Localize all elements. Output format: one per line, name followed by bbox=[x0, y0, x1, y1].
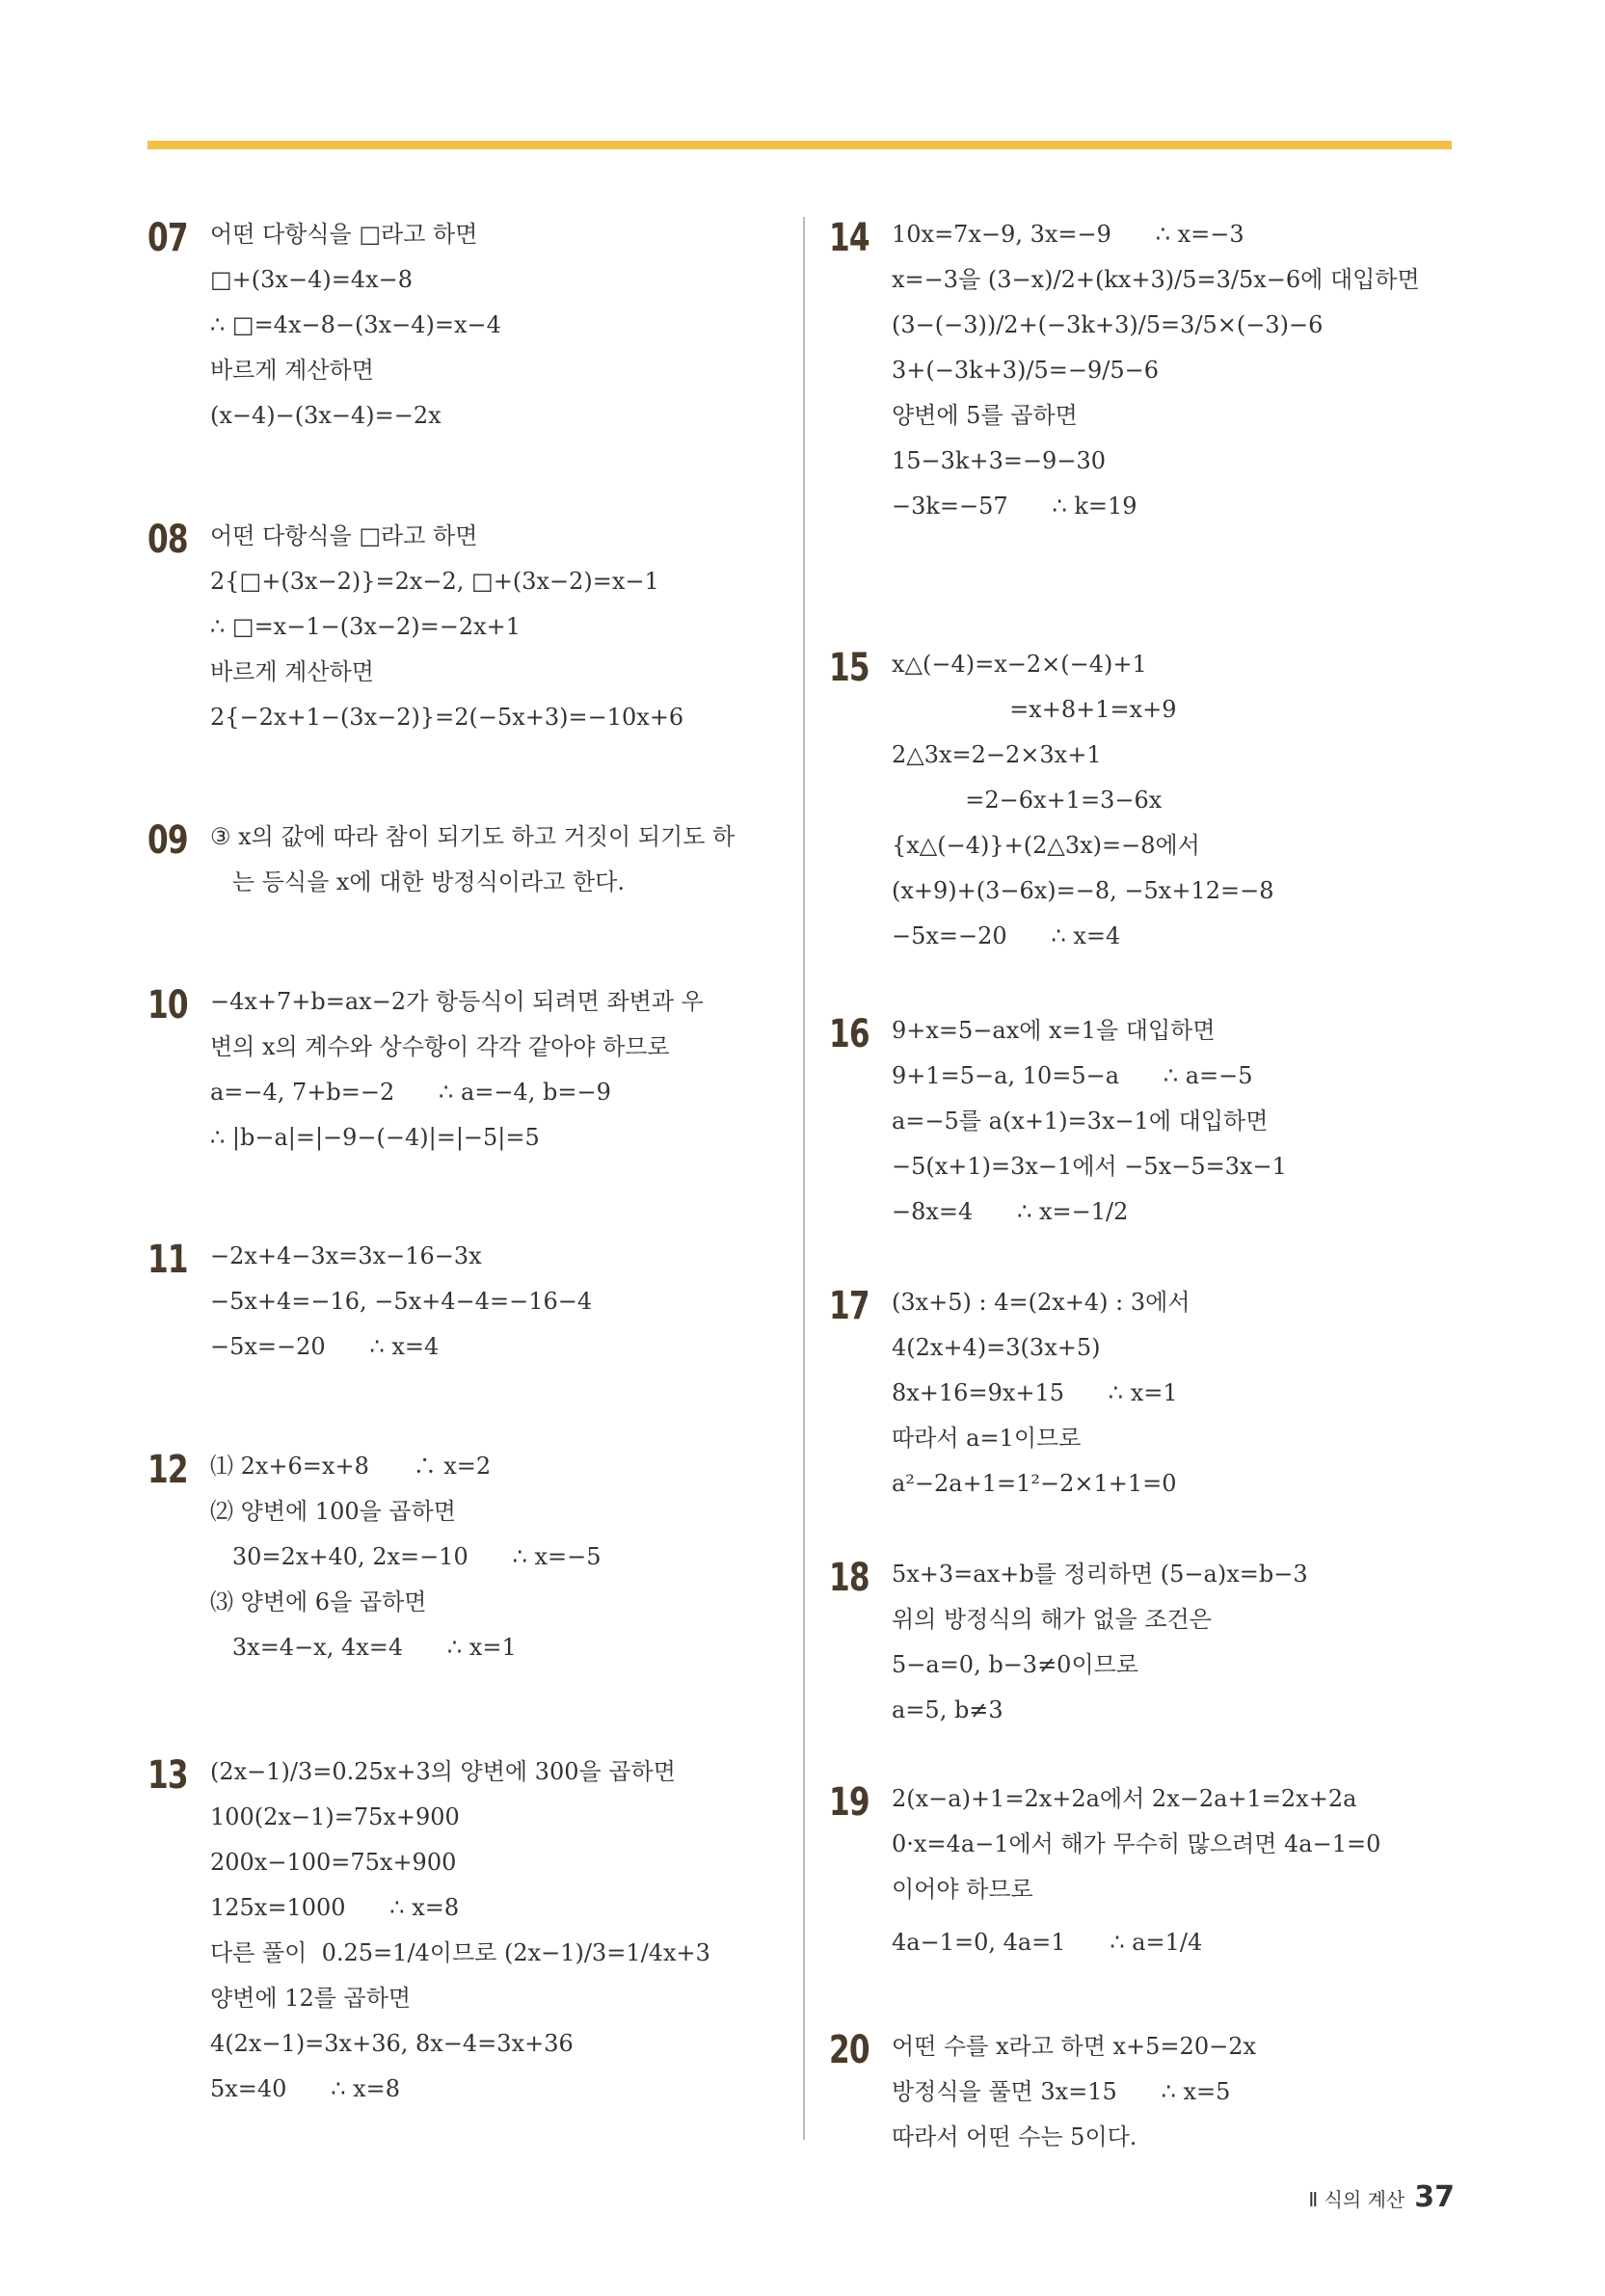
solution-line: 어떤 다항식을 □라고 하면 bbox=[210, 221, 478, 248]
solution-line: a=−4, 7+b=−2 ∴ a=−4, b=−9 bbox=[210, 1079, 611, 1106]
solution-line: 4(2x+4)=3(3x+5) bbox=[892, 1334, 1101, 1361]
problem-number: 16 bbox=[829, 1012, 869, 1056]
problem-body bbox=[892, 1280, 1190, 1507]
solution-line: 30=2x+40, 2x=−10 ∴ x=−5 bbox=[210, 1543, 602, 1570]
solution-line: 9+x=5−ax에 x=1을 대입하면 bbox=[892, 1017, 1216, 1044]
problem-number: 18 bbox=[829, 1556, 869, 1600]
problem-number: 11 bbox=[147, 1238, 188, 1282]
solution-line: −2x+4−3x=3x−16−3x bbox=[210, 1242, 482, 1269]
problem-body bbox=[210, 1234, 592, 1370]
top-accent-bar bbox=[147, 141, 1452, 149]
solution-line: 는 등식을 x에 대한 방정식이라고 한다. bbox=[210, 868, 625, 895]
solution-line: 0·x=4a−1에서 해가 무수히 많으려면 4a−1=0 bbox=[892, 1830, 1381, 1857]
solution-line: 9+1=5−a, 10=5−a ∴ a=−5 bbox=[892, 1062, 1253, 1089]
solution-line: ⑶ 양변에 6을 곱하면 bbox=[210, 1589, 427, 1615]
problem-body bbox=[210, 514, 683, 740]
solution-line: (3x+5) : 4=(2x+4) : 3에서 bbox=[892, 1289, 1190, 1316]
solution-line: 125x=1000 ∴ x=8 bbox=[210, 1894, 460, 1921]
solution-line: a²−2a+1=1²−2×1+1=0 bbox=[892, 1470, 1177, 1497]
solution-line: 3x=4−x, 4x=4 ∴ x=1 bbox=[210, 1634, 517, 1661]
solution-line: a=−5를 a(x+1)=3x−1에 대입하면 bbox=[892, 1108, 1269, 1135]
problem-number: 17 bbox=[829, 1284, 869, 1328]
section-title: Ⅱ 식의 계산 bbox=[1308, 2188, 1405, 2211]
problem-body bbox=[892, 2024, 1256, 2160]
solution-line: 양변에 5를 곱하면 bbox=[892, 402, 1078, 429]
solution-line: a=5, b≠3 bbox=[892, 1696, 1003, 1723]
problem-body bbox=[210, 212, 501, 439]
problem-number: 07 bbox=[147, 216, 188, 260]
solution-line: 양변에 12를 곱하면 bbox=[210, 1985, 412, 2012]
problem-number: 12 bbox=[147, 1448, 188, 1492]
solution-line: 바르게 계산하면 bbox=[210, 357, 374, 384]
solution-line: −4x+7+b=ax−2가 항등식이 되려면 좌변과 우 bbox=[210, 988, 704, 1015]
solution-line: 4a−1=0, 4a=1 ∴ a=1/4 bbox=[892, 1929, 1203, 1956]
solution-line: 방정식을 풀면 3x=15 ∴ x=5 bbox=[892, 2078, 1231, 2105]
problem-body bbox=[210, 1749, 710, 2112]
problem-body bbox=[892, 1776, 1380, 1972]
solution-line: ∴ □=x−1−(3x−2)=−2x+1 bbox=[210, 613, 522, 640]
solution-line: (x−4)−(3x−4)=−2x bbox=[210, 402, 441, 429]
solution-line: 10x=7x−9, 3x=−9 ∴ x=−3 bbox=[892, 221, 1244, 248]
solution-line: 2{□+(3x−2)}=2x−2, □+(3x−2)=x−1 bbox=[210, 568, 659, 595]
solution-line: 2(x−a)+1=2x+2a에서 2x−2a+1=2x+2a bbox=[892, 1785, 1357, 1812]
problem-body bbox=[892, 642, 1273, 959]
solution-line: 5x+3=ax+b를 정리하면 (5−a)x=b−3 bbox=[892, 1561, 1308, 1588]
problem-number: 10 bbox=[147, 983, 188, 1028]
problem-body bbox=[210, 979, 704, 1161]
solution-line: 100(2x−1)=75x+900 bbox=[210, 1803, 460, 1830]
problem-number: 15 bbox=[829, 646, 869, 690]
solution-line: −3k=−57 ∴ k=19 bbox=[892, 493, 1137, 520]
solution-line: 따라서 어떤 수는 5이다. bbox=[892, 2123, 1137, 2150]
solution-line: −5x=−20 ∴ x=4 bbox=[210, 1333, 440, 1360]
solution-line: −5x=−20 ∴ x=4 bbox=[892, 922, 1121, 949]
solution-line: ⑴ 2x+6=x+8 ∴ x=2 bbox=[210, 1453, 492, 1480]
solution-line: (3−(−3))/2+(−3k+3)/5=3/5×(−3)−6 bbox=[892, 311, 1324, 338]
solution-line: 3+(−3k+3)/5=−9/5−6 bbox=[892, 357, 1159, 384]
solution-line: 변의 x의 계수와 상수항이 각각 같아야 하므로 bbox=[210, 1033, 670, 1060]
problem-number: 09 bbox=[147, 818, 188, 863]
page-footer bbox=[1308, 2180, 1455, 2214]
problem-number: 13 bbox=[147, 1753, 188, 1798]
solution-line: (2x−1)/3=0.25x+3의 양변에 300을 곱하면 bbox=[210, 1758, 676, 1785]
solution-line: □+(3x−4)=4x−8 bbox=[210, 266, 413, 293]
solution-line: =2−6x+1=3−6x bbox=[892, 787, 1163, 814]
problem-body bbox=[210, 1444, 602, 1670]
solution-line: =x+8+1=x+9 bbox=[892, 696, 1177, 723]
problem-body bbox=[210, 814, 735, 905]
solution-line: 위의 방정식의 해가 없을 조건은 bbox=[892, 1606, 1212, 1633]
solution-line: x△(−4)=x−2×(−4)+1 bbox=[892, 651, 1147, 678]
solution-line: 바르게 계산하면 bbox=[210, 658, 374, 685]
solution-line: ∴ □=4x−8−(3x−4)=x−4 bbox=[210, 311, 501, 338]
solution-line: 5x=40 ∴ x=8 bbox=[210, 2075, 401, 2102]
solution-line: −5x+4=−16, −5x+4−4=−16−4 bbox=[210, 1288, 593, 1315]
solution-line: 따라서 a=1이므로 bbox=[892, 1425, 1082, 1452]
solution-line: 5−a=0, b−3≠0이므로 bbox=[892, 1651, 1138, 1678]
solution-line: ∴ |b−a|=|−9−(−4)|=|−5|=5 bbox=[210, 1124, 540, 1151]
solution-line: −8x=4 ∴ x=−1/2 bbox=[892, 1198, 1129, 1225]
solution-line: (x+9)+(3−6x)=−8, −5x+12=−8 bbox=[892, 877, 1274, 904]
solution-line: {x△(−4)}+(2△3x)=−8에서 bbox=[892, 832, 1200, 859]
solution-line: 어떤 다항식을 □라고 하면 bbox=[210, 522, 478, 549]
solution-line: 이어야 하므로 bbox=[892, 1876, 1033, 1903]
solution-line: 8x+16=9x+15 ∴ x=1 bbox=[892, 1379, 1178, 1406]
problem-number: 08 bbox=[147, 518, 188, 562]
column-divider bbox=[803, 217, 805, 2140]
problem-number: 14 bbox=[829, 216, 869, 260]
solution-line: 다른 풀이 0.25=1/4이므로 (2x−1)/3=1/4x+3 bbox=[210, 1939, 710, 1966]
solution-line: 2{−2x+1−(3x−2)}=2(−5x+3)=−10x+6 bbox=[210, 704, 684, 731]
solution-line: ⑵ 양변에 100을 곱하면 bbox=[210, 1498, 456, 1525]
solution-line: ③ x의 값에 따라 참이 되기도 하고 거짓이 되기도 하 bbox=[210, 823, 736, 850]
solution-line: 어떤 수를 x라고 하면 x+5=20−2x bbox=[892, 2033, 1256, 2060]
solution-line: 4(2x−1)=3x+36, 8x−4=3x+36 bbox=[210, 2030, 574, 2057]
page-number: 37 bbox=[1414, 2180, 1455, 2214]
problem-number: 19 bbox=[829, 1780, 869, 1825]
solution-line: 15−3k+3=−9−30 bbox=[892, 447, 1106, 474]
problem-body bbox=[892, 1008, 1287, 1235]
solution-line: −5(x+1)=3x−1에서 −5x−5=3x−1 bbox=[892, 1153, 1287, 1180]
solution-line: 200x−100=75x+900 bbox=[210, 1849, 457, 1876]
problem-body bbox=[892, 1552, 1308, 1733]
solution-line: x=−3을 (3−x)/2+(kx+3)/5=3/5x−6에 대입하면 bbox=[892, 266, 1420, 293]
solution-line: 2△3x=2−2×3x+1 bbox=[892, 741, 1102, 768]
problem-number: 20 bbox=[829, 2028, 869, 2072]
problem-body bbox=[892, 212, 1420, 529]
